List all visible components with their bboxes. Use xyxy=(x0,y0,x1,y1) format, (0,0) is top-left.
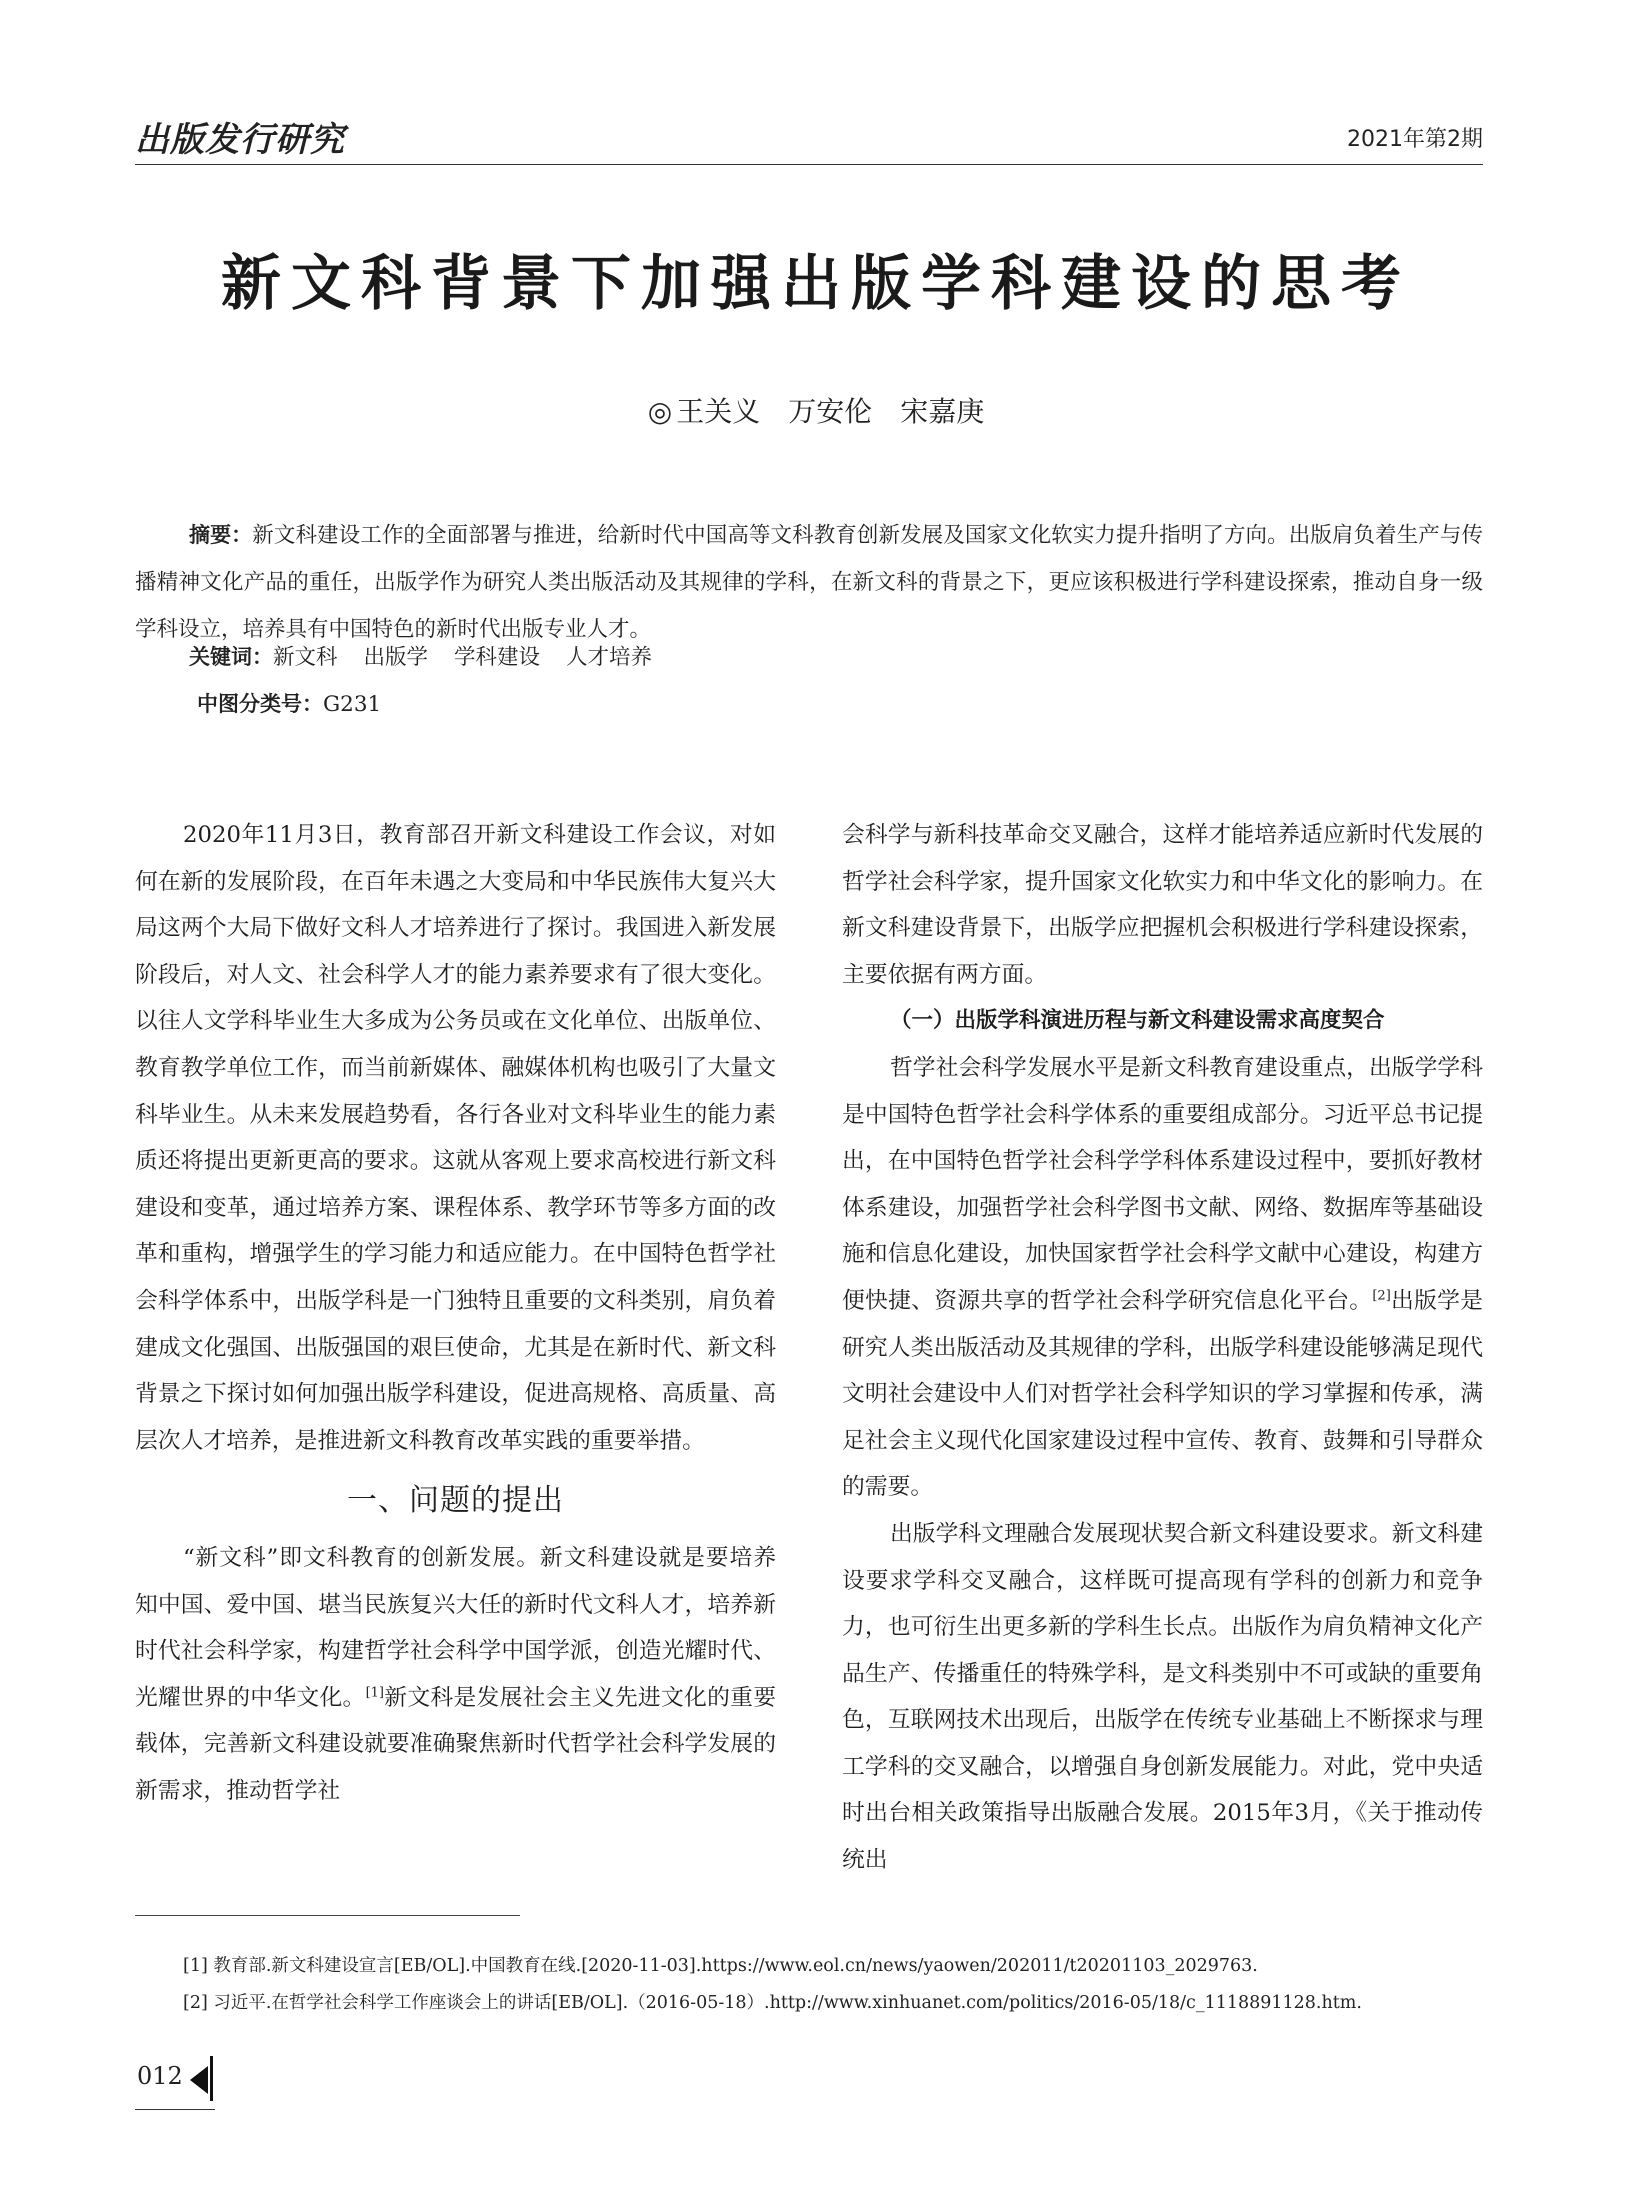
paragraph-text: 出版学是研究人类出版活动及其规律的学科，出版学科建设能够满足现代文明社会建设中人们对哲学社会科学知识的学习掌握和传承，满足社会主义现代化国家建设过程中宣传、教育、鼓舞和引导群众的需要。 xyxy=(842,1287,1484,1501)
paragraph xyxy=(135,1535,776,1815)
page-arrow-icon xyxy=(190,2066,208,2094)
clc-line xyxy=(197,688,381,718)
paragraph-text: 哲学社会科学发展水平是新文科教育建设重点，出版学学科是中国特色哲学社会科学体系的重要组成部分。习近平总书记提出，在中国特色哲学社会科学学科体系建设过程中，要抓好教材体系建设，加强哲学社会科学图书文献、网络、数据库等基础设施和信息化建设，加快国家哲学社会科学文献中心建设，构建方便快捷、资源共享的哲学社会科学研究信息化平台。 xyxy=(842,1054,1483,1314)
paragraph: 2020年11月3日，教育部召开新文科建设工作会议，对如何在新的发展阶段，在百年未遇之大变局和中华民族伟大复兴大局这两个大局下做好文科人才培养进行了探讨。我国进入新发展阶段后，对人文、社会科学人才的能力素养要求有了很大变化。以往人文学科毕业生大多成为公务员或在文化单位、出版单位、教育教学单位工作，而当前新媒体、融媒体机构也吸引了大量文科毕业生。从未来发展趋势看，各行各业对文科毕业生的能力素质还将提出更新更高的要求。这就从客观上要求高校进行新文科建设和变革，通过培养方案、课程体系、教学环节等多方面的改革和重构，增强学生的学习能力和适应能力。在中国特色哲学社会科学体系中，出版学科是一门独特且重要的文科类别，肩负着建成文化强国、出版强国的艰巨使命，尤其是在新时代、新文科背景之下探讨如何加强出版学科建设，促进高规格、高质量、高层次人才培养，是推进新文科教育改革实践的重要举措。 xyxy=(135,822,776,1454)
abstract-label: 摘要： xyxy=(189,523,253,547)
clc-label: 中图分类号： xyxy=(197,692,323,716)
header-rule xyxy=(135,164,1483,165)
footnotes xyxy=(183,1948,1483,2022)
keyword: 出版学 xyxy=(363,645,429,670)
keywords-label: 关键词： xyxy=(189,645,273,669)
article-title: 新文科背景下加强出版学科建设的思考 xyxy=(221,249,1411,319)
journal-name: 出版发行研究 xyxy=(135,120,345,160)
page-bar xyxy=(210,2056,213,2101)
author-mark: ◎ xyxy=(647,395,673,428)
keywords-line xyxy=(189,640,678,671)
paragraph-text: “新文科”即文科教育的创新发展。新文科建设就是要培养知中国、爱中国、堪当民族复兴大任的新时代文科人才，培养新时代社会科学家，构建哲学社会科学中国学派，创造光耀时代、光耀世界的中华文化。 xyxy=(135,1544,776,1711)
footnote: [2] 习近平.在哲学社会科学工作座谈会上的讲话[EB/OL].（2016-05-18）.http://www.xinhuanet.com/politics/2016-05/18/c_1118891128.htm. xyxy=(183,1993,1362,2013)
abstract xyxy=(135,512,1483,653)
page-rule xyxy=(135,2109,215,2110)
author-name: 王关义 xyxy=(676,395,761,428)
issue-label: 2021年第2期 xyxy=(1347,127,1483,152)
body-column-left xyxy=(135,812,776,1814)
author-name: 宋嘉庚 xyxy=(900,395,985,428)
author-name: 万安伦 xyxy=(788,395,873,428)
page-header xyxy=(135,108,1483,168)
abstract-text: 新文科建设工作的全面部署与推进，给新时代中国高等文科教育创新发展及国家文化软实力提升指明了方向。出版肩负着生产与传播精神文化产品的重任，出版学作为研究人类出版活动及其规律的学科，在新文科的背景之下，更应该积极进行学科建设探索，推动自身一级学科设立，培养具有中国特色的新时代出版专业人才。 xyxy=(135,523,1483,642)
paragraph-text: 新文科是发展社会主义先进文化的重要载体，完善新文科建设就要准确聚焦新时代哲学社会科学发展的新需求，推动哲学社 xyxy=(135,1684,777,1804)
paragraph: 出版学科文理融合发展现状契合新文科建设要求。新文科建设要求学科交叉融合，这样既可提高现有学科的创新力和竞争力，也可衍生出更多新的学科生长点。出版作为肩负精神文化产品生产、传播重任的特殊学科，是文科类别中不可或缺的重要角色，互联网技术出现后，出版学在传统专业基础上不断探求与理工学科的交叉融合，以增强自身创新发展能力。对此，党中央适时出台相关政策指导出版融合发展。2015年3月，《关于推动传统出 xyxy=(842,1520,1483,1874)
subsection-heading: （一）出版学科演进历程与新文科建设需求高度契合 xyxy=(890,1008,1385,1034)
keyword: 人才培养 xyxy=(566,645,653,670)
footnote-rule xyxy=(135,1915,520,1916)
section-heading: 一、问题的提出 xyxy=(347,1483,564,1519)
citation-ref[interactable]: [1] xyxy=(365,1685,385,1701)
clc-code: G231 xyxy=(323,692,382,717)
keyword: 新文科 xyxy=(273,645,338,670)
keyword: 学科建设 xyxy=(454,645,541,670)
citation-ref[interactable]: [2] xyxy=(1372,1288,1391,1304)
body-column-right xyxy=(842,812,1483,1884)
paragraph: 会科学与新科技革命交叉融合，这样才能培养适应新时代发展的哲学社会科学家，提升国家文化软实力和中华文化的影响力。在新文科建设背景下，出版学应把握机会积极进行学科建设探索，主要依据有两方面。 xyxy=(842,822,1483,988)
page-number: 012 xyxy=(137,2062,183,2090)
footnote: [1] 教育部.新文科建设宣言[EB/OL].中国教育在线.[2020-11-03].https://www.eol.cn/news/yaowen/202011/t20201103_2029763. xyxy=(183,1956,1258,1976)
author-line xyxy=(0,390,1632,430)
paragraph xyxy=(842,1045,1483,1511)
